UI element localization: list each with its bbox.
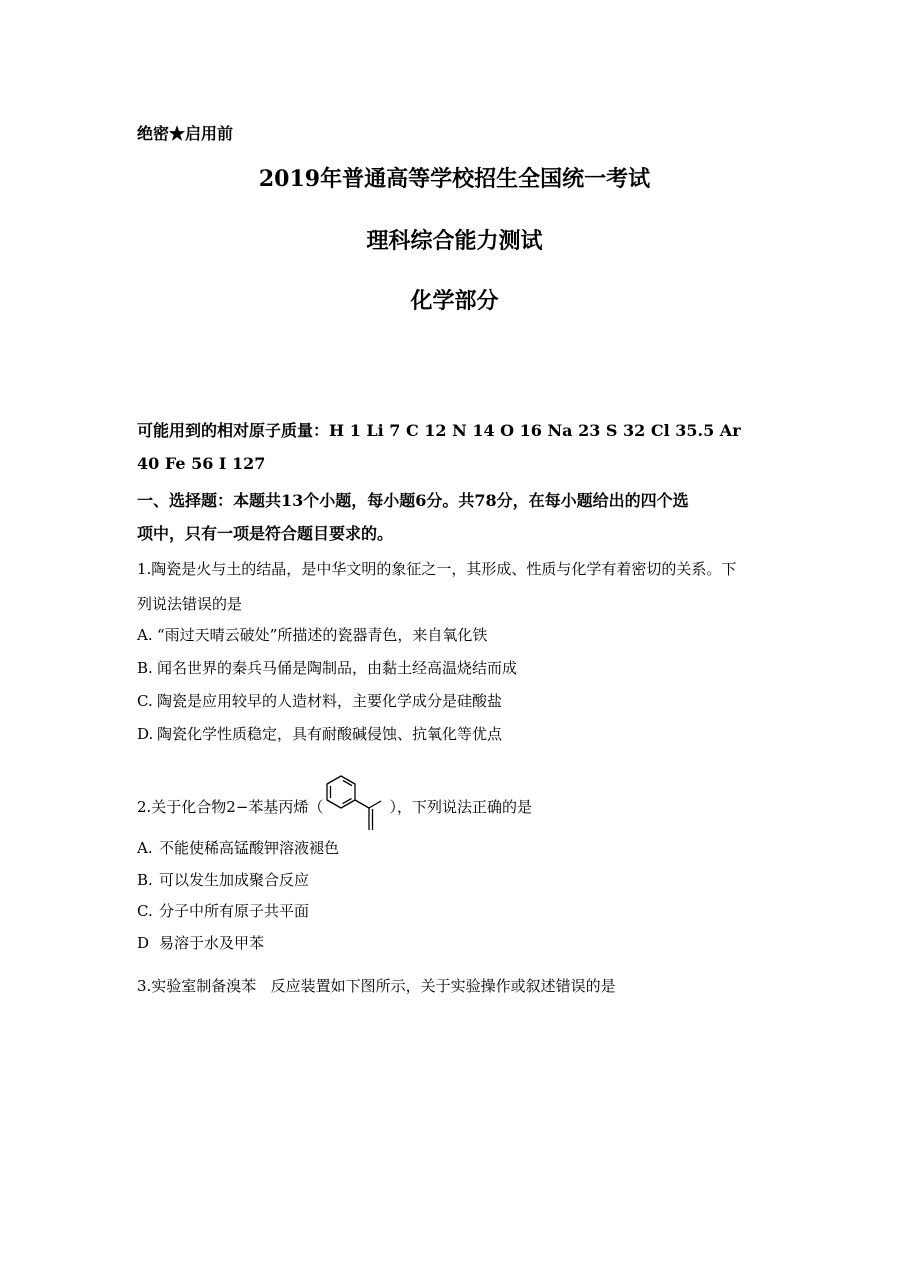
question-2-stem (137, 778, 532, 838)
question-1-stem-line-2: 列说法错误的是 (137, 595, 243, 613)
question-2-stem-after: ），下列说法正确的是 (389, 798, 532, 816)
question-2-option-b (137, 869, 309, 890)
section-instruction-line-2: 项中，只有一项是符合题目要求的。 (137, 524, 394, 543)
option-text: 可以发生加成聚合反应 (159, 871, 310, 889)
option-text: 闻名世界的秦兵马俑是陶制品，由黏土经高温烧结而成 (157, 659, 518, 677)
question-2-option-c (137, 900, 309, 921)
option-text: 不能使稀高锰酸钾溶液褪色 (159, 839, 340, 857)
atomic-mass-line-2: 40 Fe 56 I 127 (137, 454, 266, 473)
molecule-structure-icon (323, 774, 389, 834)
question-2-stem-before: 2.关于化合物2−苯基丙烯（ (137, 798, 324, 816)
option-text: 陶瓷是应用较早的人造材料，主要化学成分是硅酸盐 (157, 692, 503, 710)
option-label: C. (137, 692, 153, 710)
question-1-stem-line-1: 1.陶瓷是火与土的结晶，是中华文明的象征之一，其形成、性质与化学有着密切的关系。下 (137, 560, 737, 578)
option-text: 易溶于水及甲苯 (159, 934, 265, 952)
option-label: C. (137, 902, 153, 920)
option-label: B. (137, 871, 153, 889)
question-2-option-d (137, 932, 264, 953)
exam-title: 2019年普通高等学校招生全国统一考试 (258, 166, 651, 192)
question-2-option-a (137, 837, 339, 858)
question-1-option-d (137, 723, 502, 744)
exam-section-title: 化学部分 (410, 288, 499, 314)
question-1-option-a (137, 624, 487, 645)
question-3-stem: 3.实验室制备溴苯 反应装置如下图所示，关于实验操作或叙述错误的是 (137, 977, 616, 995)
option-text: 分子中所有原子共平面 (159, 902, 310, 920)
option-label: D (137, 934, 150, 952)
secret-label: 绝密★启用前 (137, 124, 234, 143)
option-label: A. (137, 839, 153, 857)
exam-subtitle: 理科综合能力测试 (366, 228, 543, 254)
question-1-option-b (137, 657, 517, 678)
atomic-mass-line-1: 可能用到的相对原子质量：H 1 Li 7 C 12 N 14 O 16 Na 23 S 32 Cl 35.5 Ar (137, 421, 741, 440)
option-label: B. (137, 659, 153, 677)
question-1-option-c (137, 690, 502, 711)
option-label: D. (137, 725, 154, 743)
option-text: “雨过天晴云破处”所描述的瓷器青色，来自氧化铁 (157, 626, 488, 644)
2-phenylpropene-structure-icon (323, 774, 389, 834)
option-text: 陶瓷化学性质稳定，具有耐酸碱侵蚀、抗氧化等优点 (157, 725, 503, 743)
section-instruction-line-1: 一、选择题：本题共13个小题，每小题6分。共78分，在每小题给出的四个选 (137, 491, 689, 510)
option-label: A. (137, 626, 153, 644)
